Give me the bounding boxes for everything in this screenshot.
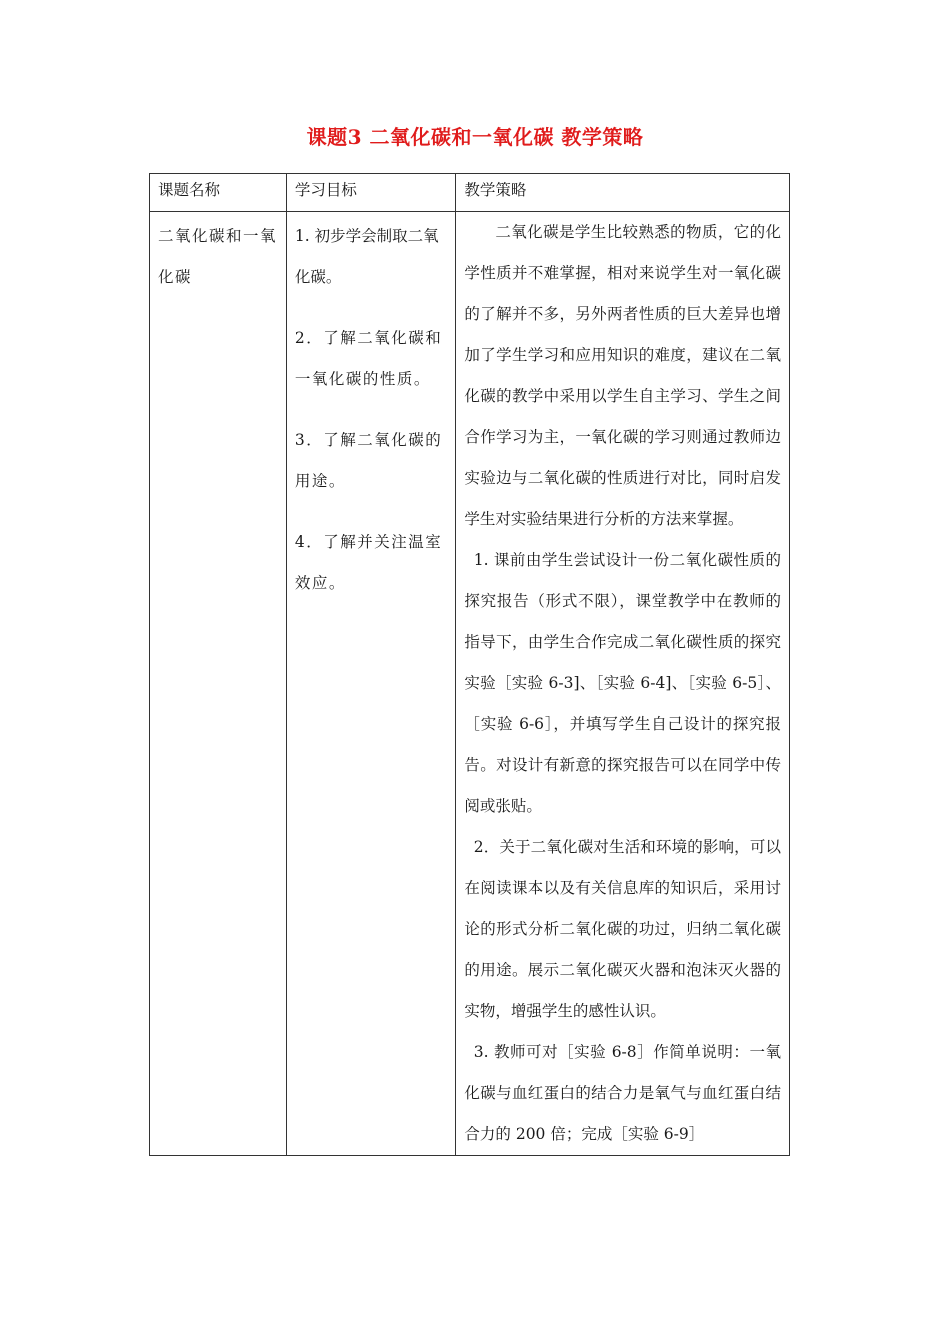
header-topic-name: 课题名称: [150, 174, 287, 212]
strategy-cell: [456, 212, 790, 1156]
goals-cell: [286, 212, 456, 1156]
header-learning-goals: 学习目标: [286, 174, 456, 212]
table-header-row: [150, 174, 790, 212]
strategy-item-2: 2．关于二氧化碳对生活和环境的影响，可以在阅读课本以及有关信息库的知识后，采用讨论的形式分析二氧化碳的功过，归纳二氧化碳的用途。展示二氧化碳灭火器和泡沫灭火器的实物，增强学生的感性认识。: [464, 838, 781, 1020]
goal-3: 3．了解二氧化碳的用途。: [294, 431, 443, 490]
goal-1: 1. 初步学会制取二氧化碳。: [294, 227, 439, 286]
topic-cell: [150, 212, 287, 1156]
strategy-item-1: 1. 课前由学生尝试设计一份二氧化碳性质的探究报告（形式不限），课堂教学中在教师的指导下，由学生合作完成二氧化碳性质的探究实验［实验 6-3]、［实验 6-4]、［实验 6-5］、［实验 6-6］，并填写学生自己设计的探究报告。对设计有新意的探究报告可以在同学中传阅或张贴。: [464, 551, 781, 815]
strategy-table: [149, 173, 790, 1156]
strategy-intro: 二氧化碳是学生比较熟悉的物质，它的化学性质并不难掌握，相对来说学生对一氧化碳的了解并不多，另外两者性质的巨大差异也增加了学生学习和应用知识的难度，建议在二氧化碳的教学中采用以学生自主学习、学生之间合作学习为主，一氧化碳的学习则通过教师边实验边与二氧化碳的性质进行对比，同时启发学生对实验结果进行分析的方法来掌握。: [464, 223, 781, 528]
page-title: 课题3 二氧化碳和一氧化碳 教学策略: [306, 125, 644, 149]
goal-2: 2．了解二氧化碳和一氧化碳的性质。: [294, 329, 443, 388]
topic-name: 二氧化碳和一氧化碳: [158, 227, 278, 286]
table-row: [150, 212, 790, 1156]
header-teaching-strategy: 教学策略: [456, 174, 790, 212]
strategy-item-3: 3. 教师可对［实验 6-8］作简单说明：一氧化碳与血红蛋白的结合力是氧气与血红蛋白结合力的 200 倍；完成［实验 6-9］: [464, 1043, 781, 1143]
goal-4: 4．了解并关注温室效应。: [294, 533, 443, 592]
